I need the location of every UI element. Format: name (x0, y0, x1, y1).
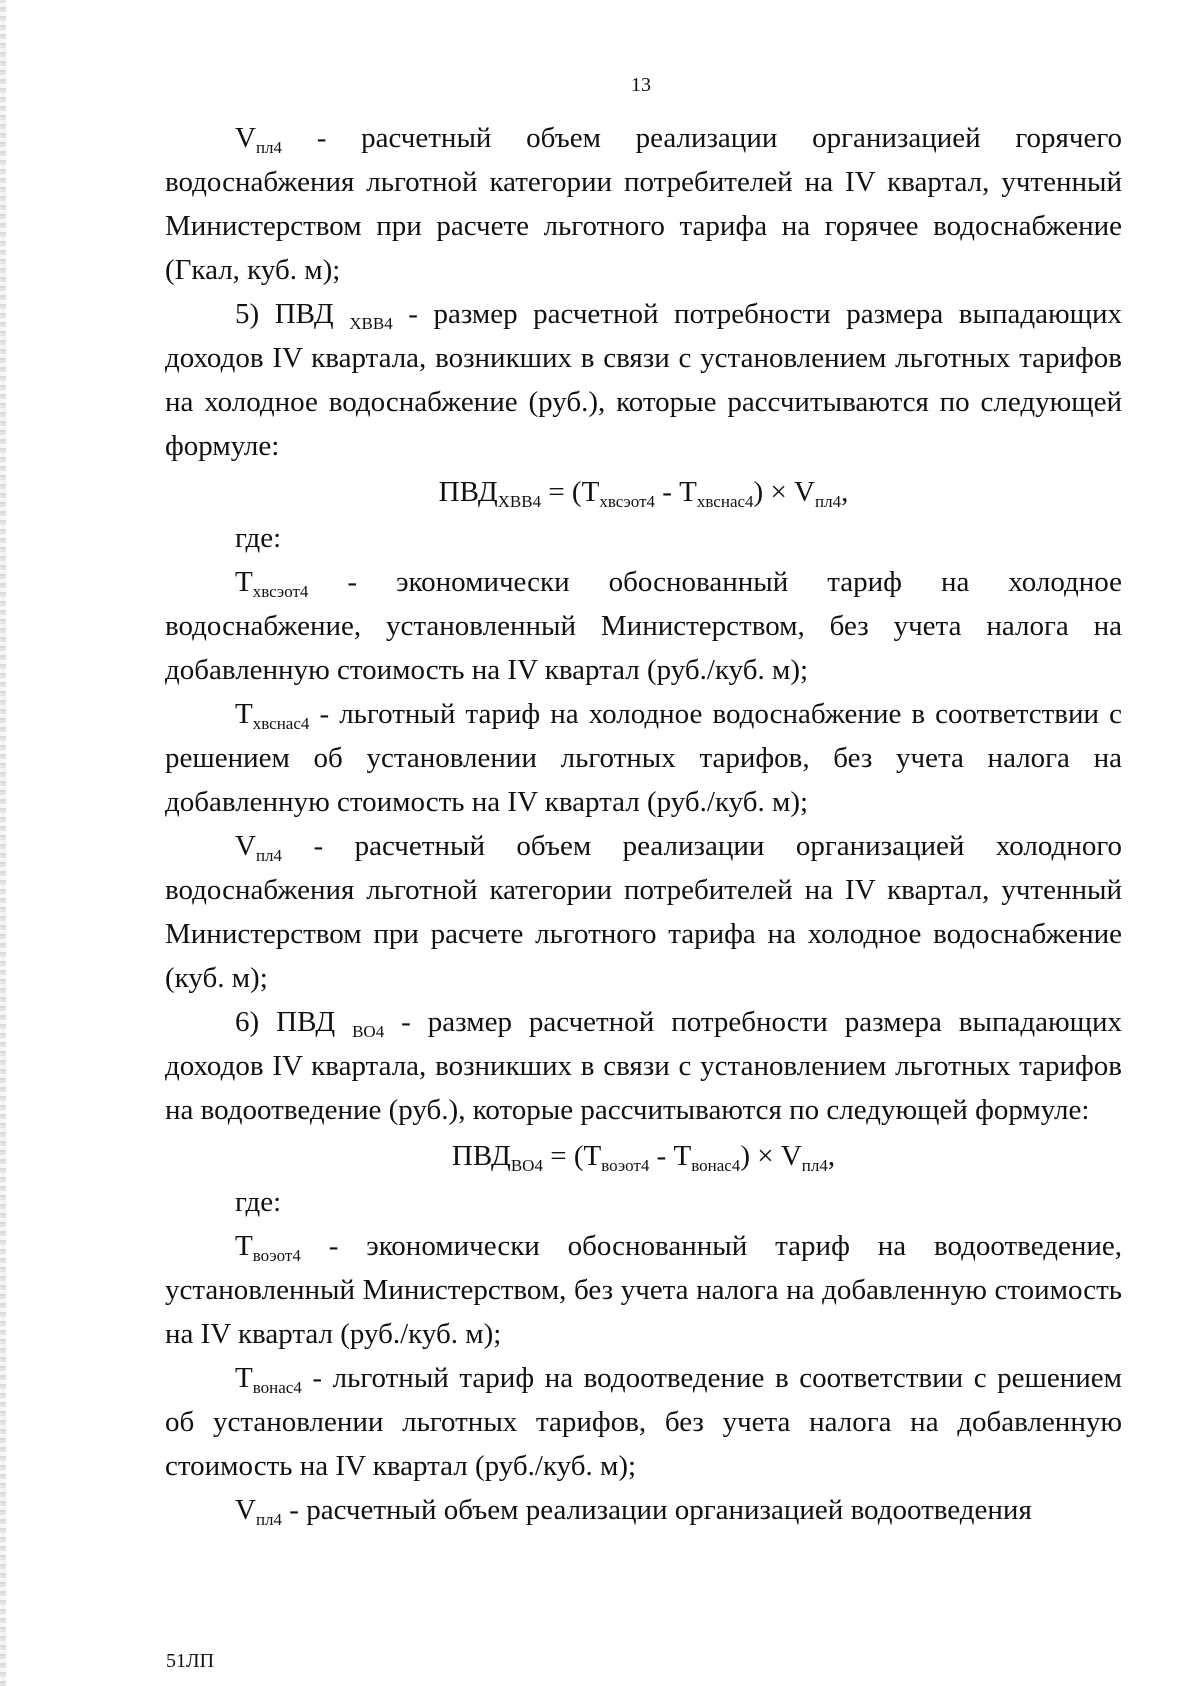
paragraph-t-hvseot4: $Т_{хвсэот4}$ - экономически обоснованный тариф на холодное водоснабжение, установленный Министерством, без учета налога на добавленную стоимость на IV квартал (руб./куб. м); (165, 566, 1122, 686)
paragraph-where-1: где: (235, 522, 282, 554)
footer-document-code: 51ЛП (166, 1650, 215, 1672)
paragraph-vpl4-cold-water: $V_{пл4}$ - расчетный объем реализации организацией холодного водоснабжения льготной категории потребителей на IV квартал, учтенный Министерством при расчете льготного тарифа на холодное водоснабжение (куб. м); (165, 830, 1122, 994)
page-number: 13 (631, 74, 651, 96)
paragraph-vpl4-hot-water: $V_{пл4}$ - расчетный объем реализации организацией горячего водоснабжения льготной категории потребителей на IV квартал, учтенный Министерством при расчете льготного тарифа на горячее водоснабжение (Гкал, куб. м); (165, 122, 1122, 286)
document-body (165, 116, 1122, 1532)
paragraph-t-voeot4: $Т_{воэот4}$ - экономически обоснованный тариф на водоотведение, установленный Министерством, без учета налога на добавленную стоимость на IV квартал (руб./куб. м); (165, 1230, 1122, 1350)
scan-edge (0, 0, 6, 1686)
paragraph-item-5: 5) ПВД $_{ХВВ4}$ - размер расчетной потребности размера выпадающих доходов IV квартала, возникших в связи с установлением льготных тарифов на холодное водоснабжение (руб.), которые рассчитываются по следующей формуле: (165, 298, 1122, 462)
paragraph-t-hvsnas4: $Т_{хвснас4}$ - льготный тариф на холодное водоснабжение в соответствии с решением об установлении льготных тарифов, без учета налога на добавленную стоимость на IV квартал (руб./куб. м); (165, 698, 1122, 818)
paragraph-where-2: где: (235, 1186, 282, 1218)
paragraph-vpl4-drainage: $V_{пл4}$ - расчетный объем реализации организацией водоотведения (235, 1494, 1032, 1529)
paragraph-item-6: 6) ПВД $_{ВО4}$ - размер расчетной потребности размера выпадающих доходов IV квартала, возникших в связи с установлением льготных тарифов на водоотведение (руб.), которые рассчитываются по следующей формуле: (165, 1006, 1122, 1126)
formula-pvd-vo4: $ПВД_{ВО4} = (Т_{воэот4} - Т_{вонас4}) \times V_{пл4}$, (451, 1140, 836, 1175)
paragraph-t-vonas4: $Т_{вонас4}$ - льготный тариф на водоотведение в соответствии с решением об установлении льготных тарифов, без учета налога на добавленную стоимость на IV квартал (руб./куб. м); (165, 1362, 1122, 1482)
formula-pvd-xvv4: $ПВД_{ХВВ4} = (Т_{хвсэот4} - Т_{хвснас4}) \times V_{пл4}$, (438, 476, 849, 511)
